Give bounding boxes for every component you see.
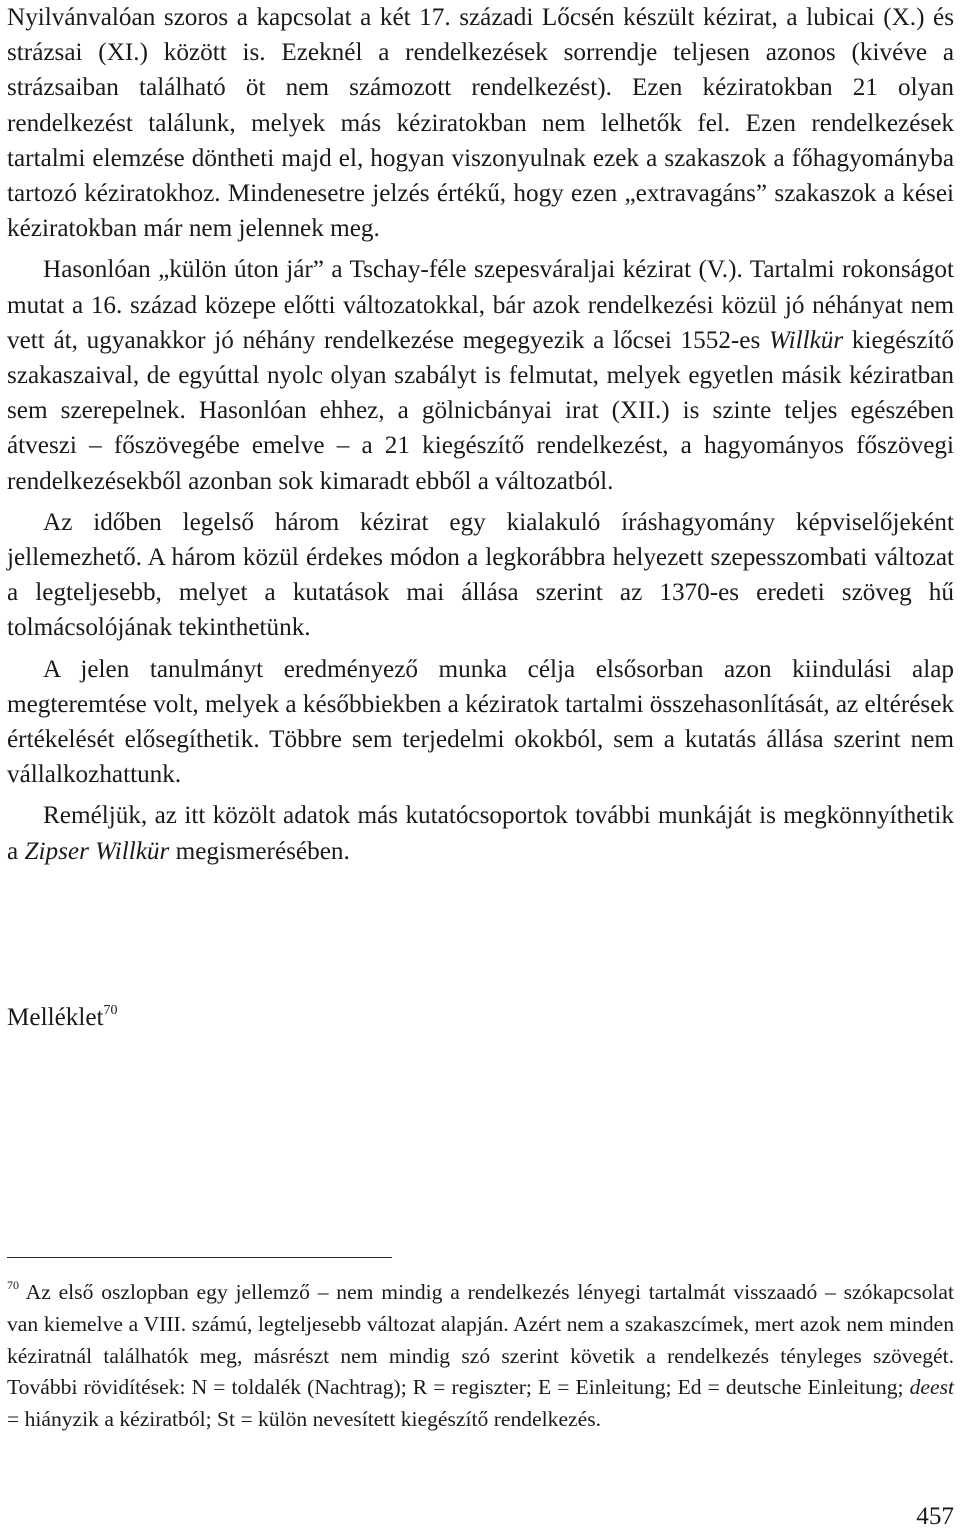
paragraph-3-text: Az időben legelső három kézirat egy kialakuló íráshagyomány képviselőjeként jellemezhető. A három közül érdekes módon a legkorábbra helyezett szepesszombati változat a legteljesebb, melyet a kutatások mai állása szerint az 1370-es eredeti szöveg hű tolmácsolójának tekinthetünk. xyxy=(7,508,954,642)
paragraph-4-text: A jelen tanulmányt eredményező munka célja elsősorban azon kiindulási alap megteremtése volt, melyek a későbbiekben a kéziratok tartalmi összehasonlítását, az eltérések értékelését elősegíthetik. Többre sem terjedelmi okokból, sem a kutatás állása szerint nem vállalkozhattunk. xyxy=(7,655,954,789)
paragraph-4 xyxy=(7,652,954,793)
paragraph-1-text: Nyilvánvalóan szoros a kapcsolat a két 17. századi Lőcsén készült kézirat, a lubicai (X.) és strázsai (XI.) között is. Ezeknél a rendelkezések sorrendje teljesen azonos (kivéve a strázsaiban található öt nem számozott rendelkezést). Ezen kéziratokban 21 olyan rendelkezést találunk, melyek más kéziratokban nem lelhetők fel. Ezen rendelkezések tartalmi elemzése döntheti majd el, hogyan viszonyulnak ezek a szakaszok a főhagyományba tartozó kéziratokhoz. Mindenesetre jelzés értékű, hogy ezen „extravagáns” szakaszok a kései kéziratokban már nem jelennek meg. xyxy=(7,4,954,243)
footnote xyxy=(7,1277,954,1436)
footnote-number: 70 xyxy=(7,1278,19,1292)
footnote-italic: deest xyxy=(909,1375,954,1400)
document-page xyxy=(7,0,954,1530)
main-text xyxy=(7,0,954,869)
page-number: 457 xyxy=(916,1503,954,1530)
footnote-paragraph xyxy=(7,1277,954,1436)
paragraph-5-italic: Zipser Willkür xyxy=(24,837,170,865)
footnote-divider xyxy=(7,1257,392,1258)
paragraph-5-text-a: Reméljük, az itt közölt adatok más kutatócsoportok további munkáját is megkönnyíthetik a xyxy=(7,802,954,865)
paragraph-3 xyxy=(7,505,954,646)
footnote-reference[interactable]: 70 xyxy=(103,1003,118,1018)
footnote-text-a: Az első oszlopban egy jellemző – nem mindig a rendelkezés lényegi tartalmát visszaadó – szókapcsolat van kiemelve a VIII. számú, legteljesebb változat alapján. Azért nem a szakaszcímek, mert azok nem minden kéziratnál találhatók meg, másrészt nem mindig szó szerint követik a rendelkezés tényleges szövegét. További rövidítések: N = toldalék (Nachtrag); R = regiszter; E = Einleitung; Ed = deutsche Einleitung; xyxy=(7,1280,954,1400)
paragraph-5-text-b: megismerésében. xyxy=(169,837,350,865)
paragraph-1 xyxy=(7,0,954,246)
paragraph-2-text-b: kiegészítő szakaszaival, de egyúttal nyolc olyan szabályt is felmutat, melyek egyetlen másik kéziratban sem szerepelnek. Hasonlóan ehhez, a gölnicbányai irat (XII.) is szinte teljes egészében átveszi – főszövegébe emelve – a 21 kiegészítő rendelkezést, a hagyományos főszövegi rendelkezésekből azonban sok kimaradt ebből a változatból. xyxy=(7,326,954,495)
paragraph-2-italic: Willkür xyxy=(769,326,844,354)
appendix-heading-text: Melléklet xyxy=(7,1004,104,1031)
paragraph-5 xyxy=(7,798,954,868)
paragraph-2 xyxy=(7,252,954,498)
paragraph-2-text-a: Hasonlóan „külön úton jár” a Tschay-féle szepesváraljai kézirat (V.). Tartalmi rokonságot mutat a 16. század közepe előtti változatokkal, bár azok rendelkezési közül jó néhányat nem vett át, ugyanakkor jó néhány rendelkezése megegyezik a lőcsei 1552-es xyxy=(7,256,954,354)
footnote-text-b: = hiányzik a kéziratból; St = külön nevesített kiegészítő rendelkezés. xyxy=(7,1407,602,1432)
appendix-heading xyxy=(7,1000,118,1035)
